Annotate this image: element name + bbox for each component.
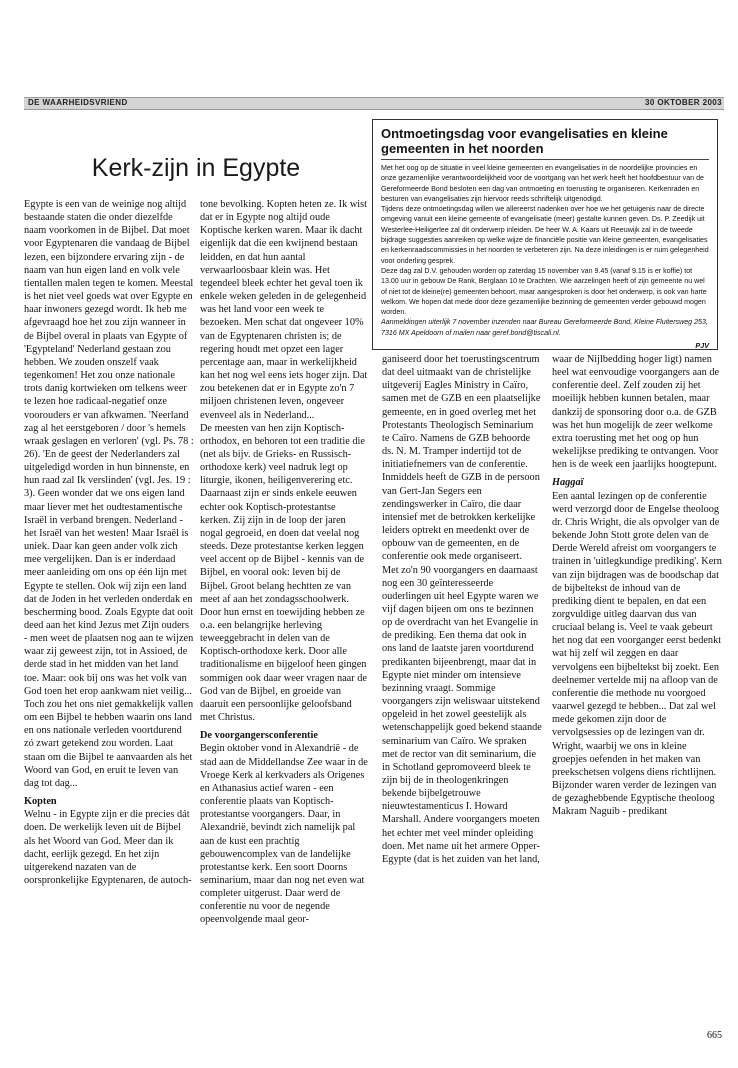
- article-column-2: [200, 198, 368, 927]
- article-paragraph: Begin oktober vond in Alexandrië - de stad aan de Middellandse Zee waar in de Vroege Kerk al kerkvaders als Origenes en Athanasius actief waren - een conferentie plaats van Koptisch-protestantse voorgangers. Daar, in Alexandrië, bevindt zich namelijk pal aan de kust een prachtig gebouwencomplex van de landelijke protestantse kerk. Een soort Doorns seminarium, maar dan nog net even wat completer uitgerust. Daar werd de conferentie nu voor de negende opeenvolgende maal geor-: [200, 743, 368, 926]
- issue-date: 30 OKTOBER 2003: [645, 98, 722, 107]
- article-paragraph: Met zo'n 90 voorgangers en daarnaast nog een 30 geïnteresseerde ouderlingen uit heel Egypte waren we vijf dagen bijeen om ons te bezinnen op de overdracht van het Evangelie in de prediking. Een thema dat ook in ons land de laatste jaren voortdurend predikanten bijeenbrengt, maar dat in Egypte niet minder om intensieve bezinning vraagt. Sommige voorgangers zijn weliswaar uitstekend opgeleid in het zowel geestelijk als wetenschappelijk goed bekend staande seminarium van Caïro. We spraken met de rector van dit seminarium, die in Schotland gepromoveerd bleek te zijn bij de in theologenkringen bekende bijbelgetrouwe nieuwtestamenticus I. Howard Marshall. Andere voorgangers moeten het echter met veel minder opleiding doen. Met name uit het armere Opper-Egypte (dat is het zuiden van het land,: [382, 564, 542, 865]
- article-column-1: [24, 198, 194, 887]
- article-paragraph: Welnu - in Egypte zijn er die precies dát doen. De werkelijk leven uit de Bijbel als het Woord van God. Meer dan ik dacht, eerlijk gezegd. En het zijn uitgerekend nazaten van de oorspronkelijke Egyptenaren, de autoch-: [24, 809, 192, 886]
- article-paragraph: Een aantal lezingen op de conferentie werd verzorgd door de Engelse theoloog dr. Chris Wright, die als opvolger van de bekende John Stott grote delen van de Derde Wereld afreist om voorgangers te trainen in 'uitlegkundige prediking'. Kern van zijn bijdragen was de boodschap dat de bijbeltekst de inhoud van de prediking dient te bepalen, en dat een zorgvuldige uitleg daarvan dus van cruciaal belang is. Veel te vaak gebeurt het nog dat een voorganger eerst bedenkt wat hij zelf wil zeggen en daar vervolgens een bijbeltekst bij zoekt. Een deelnemer vertelde mij na afloop van de conferentie die methode nu voorgoed vaarwel gezegd te hebben... Dat zal wel mede gekomen zijn door de vervolgsessies op de lezingen van dr. Wright, waarbij we ons in kleine groepjes oefenden in het maken van preekschetsen volgens diens richtlijnen.: [552, 490, 722, 778]
- announcement-signature: PJV: [695, 341, 709, 351]
- running-header-bar: [24, 97, 724, 110]
- announcement-paragraph: Tijdens deze ontmoetingsdag willen we allereerst nadenken over hoe we het getuigenis naar de directe omgeving vanuit een kleine gemeente of evangelisatie (meer) gestalte kunnen geven. Ds. P. Zeedijk uit Westerlee-Heiligerlee zal dit onderwerp inleiden. De heer W. A. Kaars uit Reeuwijk zal in de tweede bijdrage suggesties aanreiken op welke wijze de financiële positie van kleine gemeenten, evangelisaties en kerkenraadscommissies in het noorden te verbeteren zijn. Na deze inleidingen is er ruim gelegenheid voor onderling gesprek.: [381, 205, 709, 265]
- article-paragraph: De meesten van hen zijn Koptisch-orthodox, en behoren tot een traditie die (net als bijv. de Grieks- en Russisch-orthodoxe kerk) veel nadruk legt op liturgie, ikonen, heiligenverering etc. Daarnaast zijn er sinds enkele eeuwen echter ook Koptisch-protestantse kerken. Zij zijn in de loop der jaren nogal gegroeid, en doen dat veelal nog steeds. Deze protestantse kerken leggen veel accent op de Bijbel - kennis van de Bijbel, en vooral ook: leven bij de Bijbel. Groot belang hechtten ze van meet af aan het zondagsschoolwerk. Door hun ernst en toewijding hebben ze o.a. een belangrijke herleving teweeggebracht in delen van de Koptisch-orthodoxe kerk. Door alle traditionalisme en bijgeloof heen gingen sommigen ook daar weer vragen naar de God van de Bijbel, en groeide van daaruit een persoonlijke geloofsband met Christus.: [200, 422, 367, 724]
- section-heading-voorgangersconferentie: De voorgangersconferentie: [200, 730, 318, 742]
- article-paragraph: ganiseerd door het toerustingscentrum dat deel uitmaakt van de christelijke uitgeverij Eagles Ministry in Caïro, samen met de GZB en een plaatselijke gemeente, en in goed overleg met het Protestants Theologisch Seminarium te Caïro. Namens de GZB behoorde ds. N. M. Tramper indertijd tot de initiatiefnemers van de conferentie. Inmiddels heeft de GZB in de persoon van Gert-Jan Segers een zendingswerker in Caïro, die daar intensief met de betrokken kerkelijke leiders optrekt en meedenkt over de opbouw van de gemeenten, en de conferentie ook mede organiseert.: [382, 354, 541, 563]
- section-heading-haggai: Haggaï: [552, 477, 584, 489]
- article-column-4: [552, 353, 722, 818]
- publication-name: DE WAARHEIDSVRIEND: [28, 98, 128, 107]
- announcement-paragraph: Met het oog op de situatie in veel kleine gemeenten en evangelisaties in de noordelijke provincies en onze gezamenlijke verantwoordelijkheid voor de voortgang van het werk heeft het hoofdbestuur van de Gereformeerde Bond besloten een dag van ontmoeting en toerusting te organiseren. Kerkenraden en besturen van evangelisaties zijn hiervoor reeds schriftelijk uitgenodigd.: [381, 164, 704, 203]
- announcement-rule: [381, 159, 709, 160]
- announcement-title: Ontmoetingsdag voor evangelisaties en kleine gemeenten in het noorden: [381, 126, 668, 156]
- article-title: Kerk-zijn in Egypte: [91, 154, 301, 182]
- section-heading-kopten: Kopten: [24, 796, 57, 808]
- announcement-registration: Aanmeldingen uiterlijk 7 november inzenden naar Bureau Gereformeerde Bond, Kleine Fluitersweg 253, 7316 MX Apeldoorn of mailen naar geref.bond@tiscali.nl.: [381, 318, 708, 337]
- announcement-paragraph: Deze dag zal D.V. gehouden worden op zaterdag 15 november van 9.45 (vanaf 9.15 is er koffie) tot 13.00 uur in gebouw De Rank, Berglaan 10 te Drachten. Wie aarzelingen heeft of zijn gemeente nu wel of niet tot de kleine(re) gemeenten behoort, maar aangesproken is door het onderwerp, is ook van harte welkom. We hopen dat mede door deze gezamenlijke bezinning de gemeenten verder gebouwd mogen worden.: [381, 266, 707, 317]
- announcement-box: [372, 119, 718, 350]
- article-column-3: [382, 353, 542, 866]
- page-number: 665: [707, 1030, 722, 1041]
- article-paragraph: Bijzonder waren verder de lezingen van de gezaghebbende Egyptische theoloog Makram Naguib - predikant: [552, 780, 717, 818]
- article-paragraph: Egypte is een van de weinige nog altijd bestaande staten die onder diezelfde naam voorkomen in de Bijbel. Dat moet voor Egyptenaren die vandaag de Bijbel lezen, een bijzondere ervaring zijn - de naam van hun eigen land en volk vele tientallen malen tegen te komen. Meestal is het niet veel goeds wat over Egypte en haar inwoners gezegd wordt. Ik heb me afgevraagd hoe het zou zijn wanneer in de Bijbel overal in plaats van Egypte of 'Egypteland' Nederland gestaan zou hebben. We zouden onszelf vaak tegenkomen! Het zou onze nationale trots danig kortwieken om telkens weer te lezen hoe radicaal-negatief onze voorouders er van afkwamen. 'Neerland zag al het eerstgeboren / door 's hemels wraak geslagen en verloren' (vgl. Ps. 78 : 26). 'En de geest der Nederlanders zal uitgeledigd worden in hun binnenste, en hun raad zal Ik verslinden' (vgl. Jes. 19 : 3). Geen wonder dat we ons eigen land maar liever met het oudtestamentische Israël in verband brengen. Nederland - het Israël van het westen! Maar Israël is uniek. Daar kan geen ander volk zich mee vergelijken. Dan is er inderdaad meer aanleiding om ons op één lijn met Egypte te stellen. Ook wij zijn een land dat de Joden in het verleden onderdak en bescherming bood. Zoals Egypte dat ooit deed aan het kind Jezus met Zijn ouders - men weet de plaatsen nog aan te wijzen waar zij geweest zijn, tot in Assioed, de derde stad in het midden van het land toe. Maar: ook bij ons was het volk van God toen het erop aankwam niet veilig... Toch zou het ons niet gemakkelijk vallen om een Bijbel te hebben waarin ons land en ons nationale verleden voortdurend zó zwart getekend zou worden. Laat staan om die Bijbel te aanvaarden als het Woord van God, en eruit te leven van dag tot dag...: [24, 199, 194, 789]
- article-paragraph: waar de Nijlbedding hoger ligt) namen heel wat eenvoudige voorgangers aan de conferentie deel. Zelf zouden zij het moeilijk hebben kunnen betalen, maar dankzij de sponsoring door o.a. de GZB was het hun mogelijk de zeer welkome extra toerusting met het oog op hun wekelijkse prediking te ontvangen. Voor hen is de week een jaarlijks hoogtepunt.: [552, 354, 720, 471]
- article-paragraph: tone bevolking. Kopten heten ze. Ik wist dat er in Egypte nog altijd oude Koptische kerken waren. Maar ik dacht eigenlijk dat die een kwijnend bestaan leidden, en dat hun aantal verwaarloosbaar klein was. Het tegendeel bleek echter het geval toen ik enkele weken geleden in de gelegenheid was het land voor een week te bezoeken. Men schat dat ongeveer 10% van de Egyptenaren christen is; de regering houdt met opzet een lager percentage aan, maar in werkelijkheid kan het nog wel eens iets hoger zijn. Dat zou betekenen dat er in Egypte zo'n 7 miljoen christenen leven, ongeveer evenveel als in Nederland...: [200, 199, 368, 421]
